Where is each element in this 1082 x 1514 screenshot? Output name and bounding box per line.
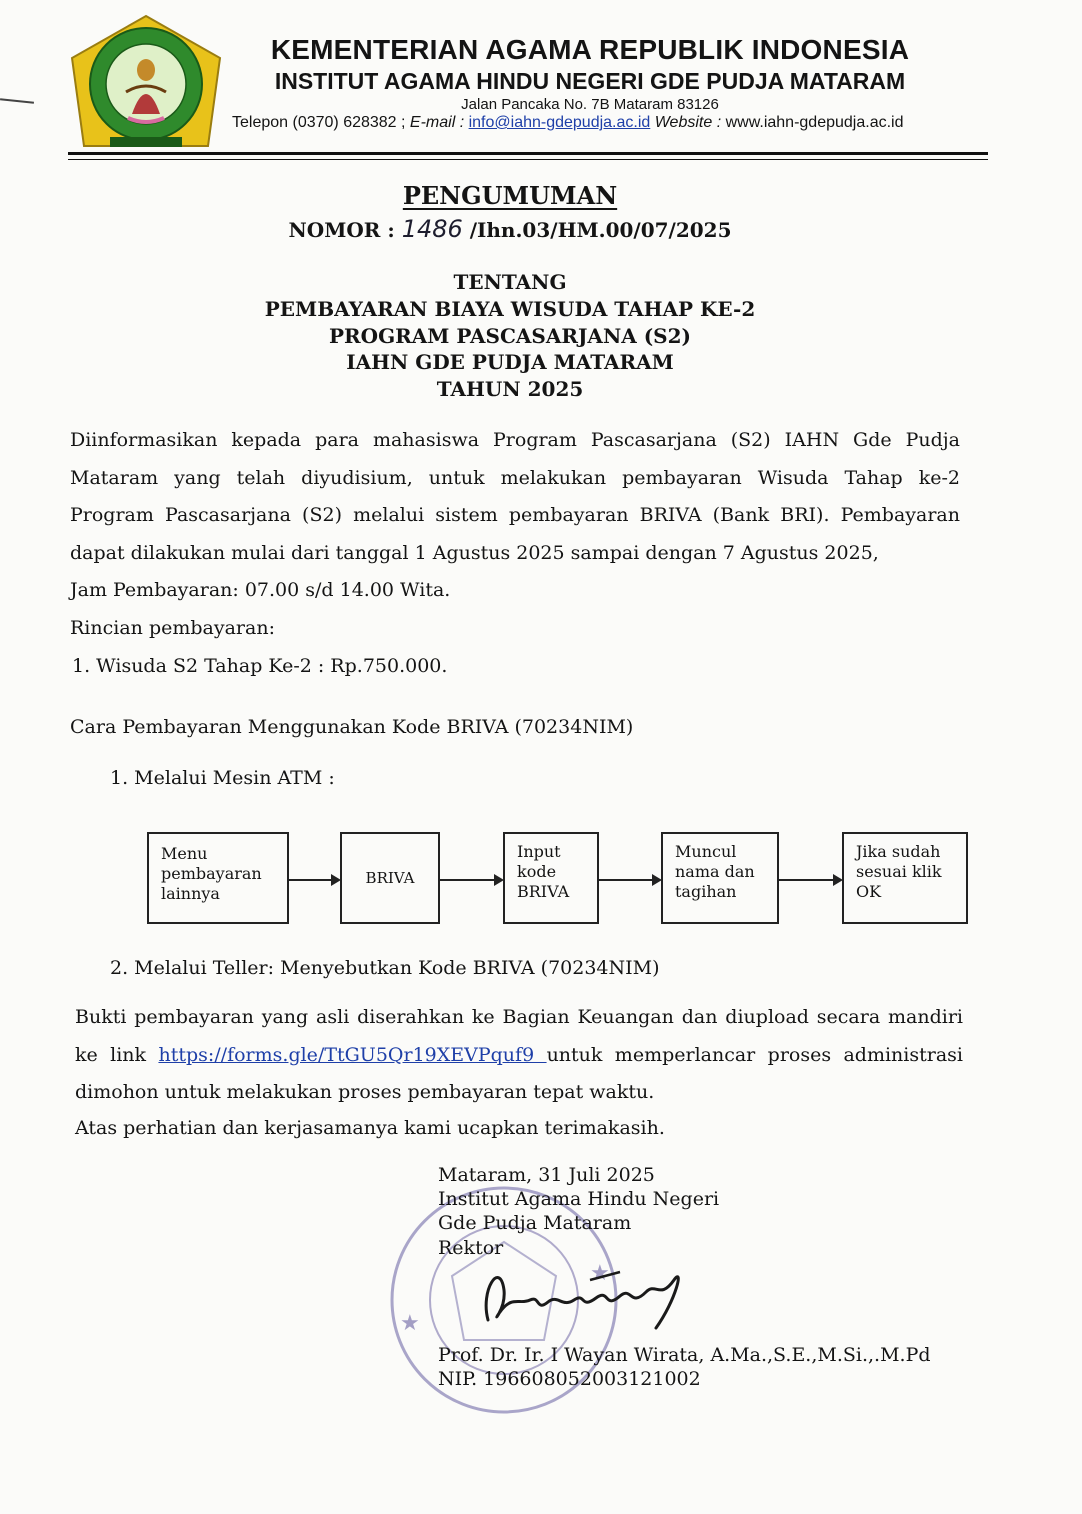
payment-hours: Jam Pembayaran: 07.00 s/d 14.00 Wita.: [70, 579, 451, 601]
announcement-heading: [0, 181, 1020, 210]
website-label: Website :: [650, 114, 726, 131]
closing-remark: Atas perhatian dan kerjasamanya kami ucapkan terimakasih.: [75, 1117, 665, 1139]
scan-mark: [0, 98, 34, 104]
email-label: E-mail :: [409, 114, 469, 131]
flow-step-menu-line: pembayaran: [161, 864, 262, 883]
flow-step-input: [503, 832, 599, 924]
flow-step-input-line: Input: [517, 842, 561, 861]
flow-step-confirm-line: sesuai klik: [856, 862, 942, 881]
title-line-3: IAHN GDE PUDJA MATARAM: [346, 350, 674, 374]
email-link[interactable]: info@iahn-gdepudja.ac.id: [468, 114, 651, 131]
phone-text: Telepon (0370) 628382 ;: [232, 114, 410, 131]
signature-mark: [470, 1250, 710, 1340]
flow-step-confirm: [842, 832, 968, 924]
signature-org-line-2: Gde Pudja Mataram: [438, 1212, 632, 1234]
method-atm: 1. Melalui Mesin ATM :: [110, 767, 335, 789]
header-rule-thick: [68, 152, 988, 155]
institute-contact: [232, 114, 972, 132]
institute-address: Jalan Pancaka No. 7B Mataram 83126: [461, 96, 719, 113]
website-text: www.iahn-gdepudja.ac.id: [725, 114, 904, 131]
flow-step-menu: [147, 832, 289, 924]
institute-name: INSTITUT AGAMA HINDU NEGERI GDE PUDJA MATARAM: [274, 68, 906, 94]
flow-step-input-line: BRIVA: [517, 882, 570, 901]
flow-step-briva: [340, 832, 440, 924]
svg-text:★: ★: [400, 1311, 420, 1336]
flow-step-bill-line: tagihan: [675, 882, 737, 901]
heading-text: PENGUMUMAN: [402, 181, 618, 210]
method-teller: 2. Melalui Teller: Menyebutkan Kode BRIVA (70234NIM): [110, 957, 660, 979]
form-link[interactable]: https://forms.gle/TtGU5Qr19XEVPquf9: [158, 1043, 547, 1066]
proof-text: Bukti pembayaran yang asli diserahkan ke Bagian Keuangan dan diupload secara mandiri ke link: [75, 1006, 963, 1066]
flow-step-confirm-line: OK: [856, 882, 882, 901]
flow-step-briva-label: BRIVA: [365, 869, 415, 887]
flow-arrow: [289, 879, 339, 881]
title-line-4: TAHUN 2025: [436, 377, 584, 401]
proof-paragraph: [75, 999, 963, 1112]
flow-step-bill-line: nama dan: [675, 862, 755, 881]
svg-text:★: ★: [590, 1261, 610, 1286]
flow-step-bill-line: Muncul: [675, 842, 737, 861]
intro-paragraph: Diinformasikan kepada para mahasiswa Program Pascasarjana (S2) IAHN Gde Pudja Mataram yang telah diyudisium, untuk melakukan pembayaran Wisuda Tahap ke-2 Program Pascasarjana (S2) melalui sistem pembayaran BRIVA (Bank BRI). Pembayaran dapat dilakukan mulai dari tanggal 1 Agustus 2025 sampai dengan 7 Agustus 2025,: [70, 429, 960, 564]
title-tentang: TENTANG: [453, 270, 567, 294]
ministry-name: KEMENTERIAN AGAMA REPUBLIK INDONESIA: [270, 34, 910, 65]
signature-org-line-1: Institut Agama Hindu Negeri: [438, 1188, 720, 1210]
flow-step-confirm-line: Jika sudah: [856, 842, 941, 861]
flow-arrow: [599, 879, 660, 881]
number-prefix: NOMOR :: [288, 218, 402, 242]
payment-item: 1. Wisuda S2 Tahap Ke-2 : Rp.750.000.: [72, 655, 448, 677]
proof-text-continued: untuk memperlancar proses administrasi dimohon untuk melakukan proses pembayaran tepat waktu.: [75, 1043, 963, 1103]
flow-arrow: [440, 879, 502, 881]
signatory-nip: NIP. 196608052003121002: [438, 1368, 701, 1390]
flow-step-menu-line: lainnya: [161, 884, 220, 903]
flow-step-menu-line: Menu: [161, 844, 208, 863]
signatory-name: Prof. Dr. Ir. I Wayan Wirata, A.Ma.,S.E.,M.Si.,.M.Pd: [438, 1344, 931, 1366]
signature-place-date: Mataram, 31 Juli 2025: [438, 1164, 655, 1186]
announcement-number: [0, 215, 1020, 243]
number-suffix: /Ihn.03/HM.00/07/2025: [462, 218, 732, 242]
payment-details-label: Rincian pembayaran:: [70, 617, 275, 639]
number-handwritten: 1486: [401, 215, 463, 243]
flow-step-bill: [661, 832, 779, 924]
title-line-1: PEMBAYARAN BIAYA WISUDA TAHAP KE-2: [264, 297, 756, 321]
payment-method-heading: Cara Pembayaran Menggunakan Kode BRIVA (70234NIM): [70, 716, 634, 738]
header-rule-thin: [68, 159, 988, 160]
signature-position: Rektor: [438, 1237, 504, 1259]
flow-step-input-line: kode: [517, 862, 557, 881]
title-line-2: PROGRAM PASCASARJANA (S2): [329, 324, 691, 348]
flow-arrow: [779, 879, 841, 881]
institute-logo: [70, 14, 222, 154]
